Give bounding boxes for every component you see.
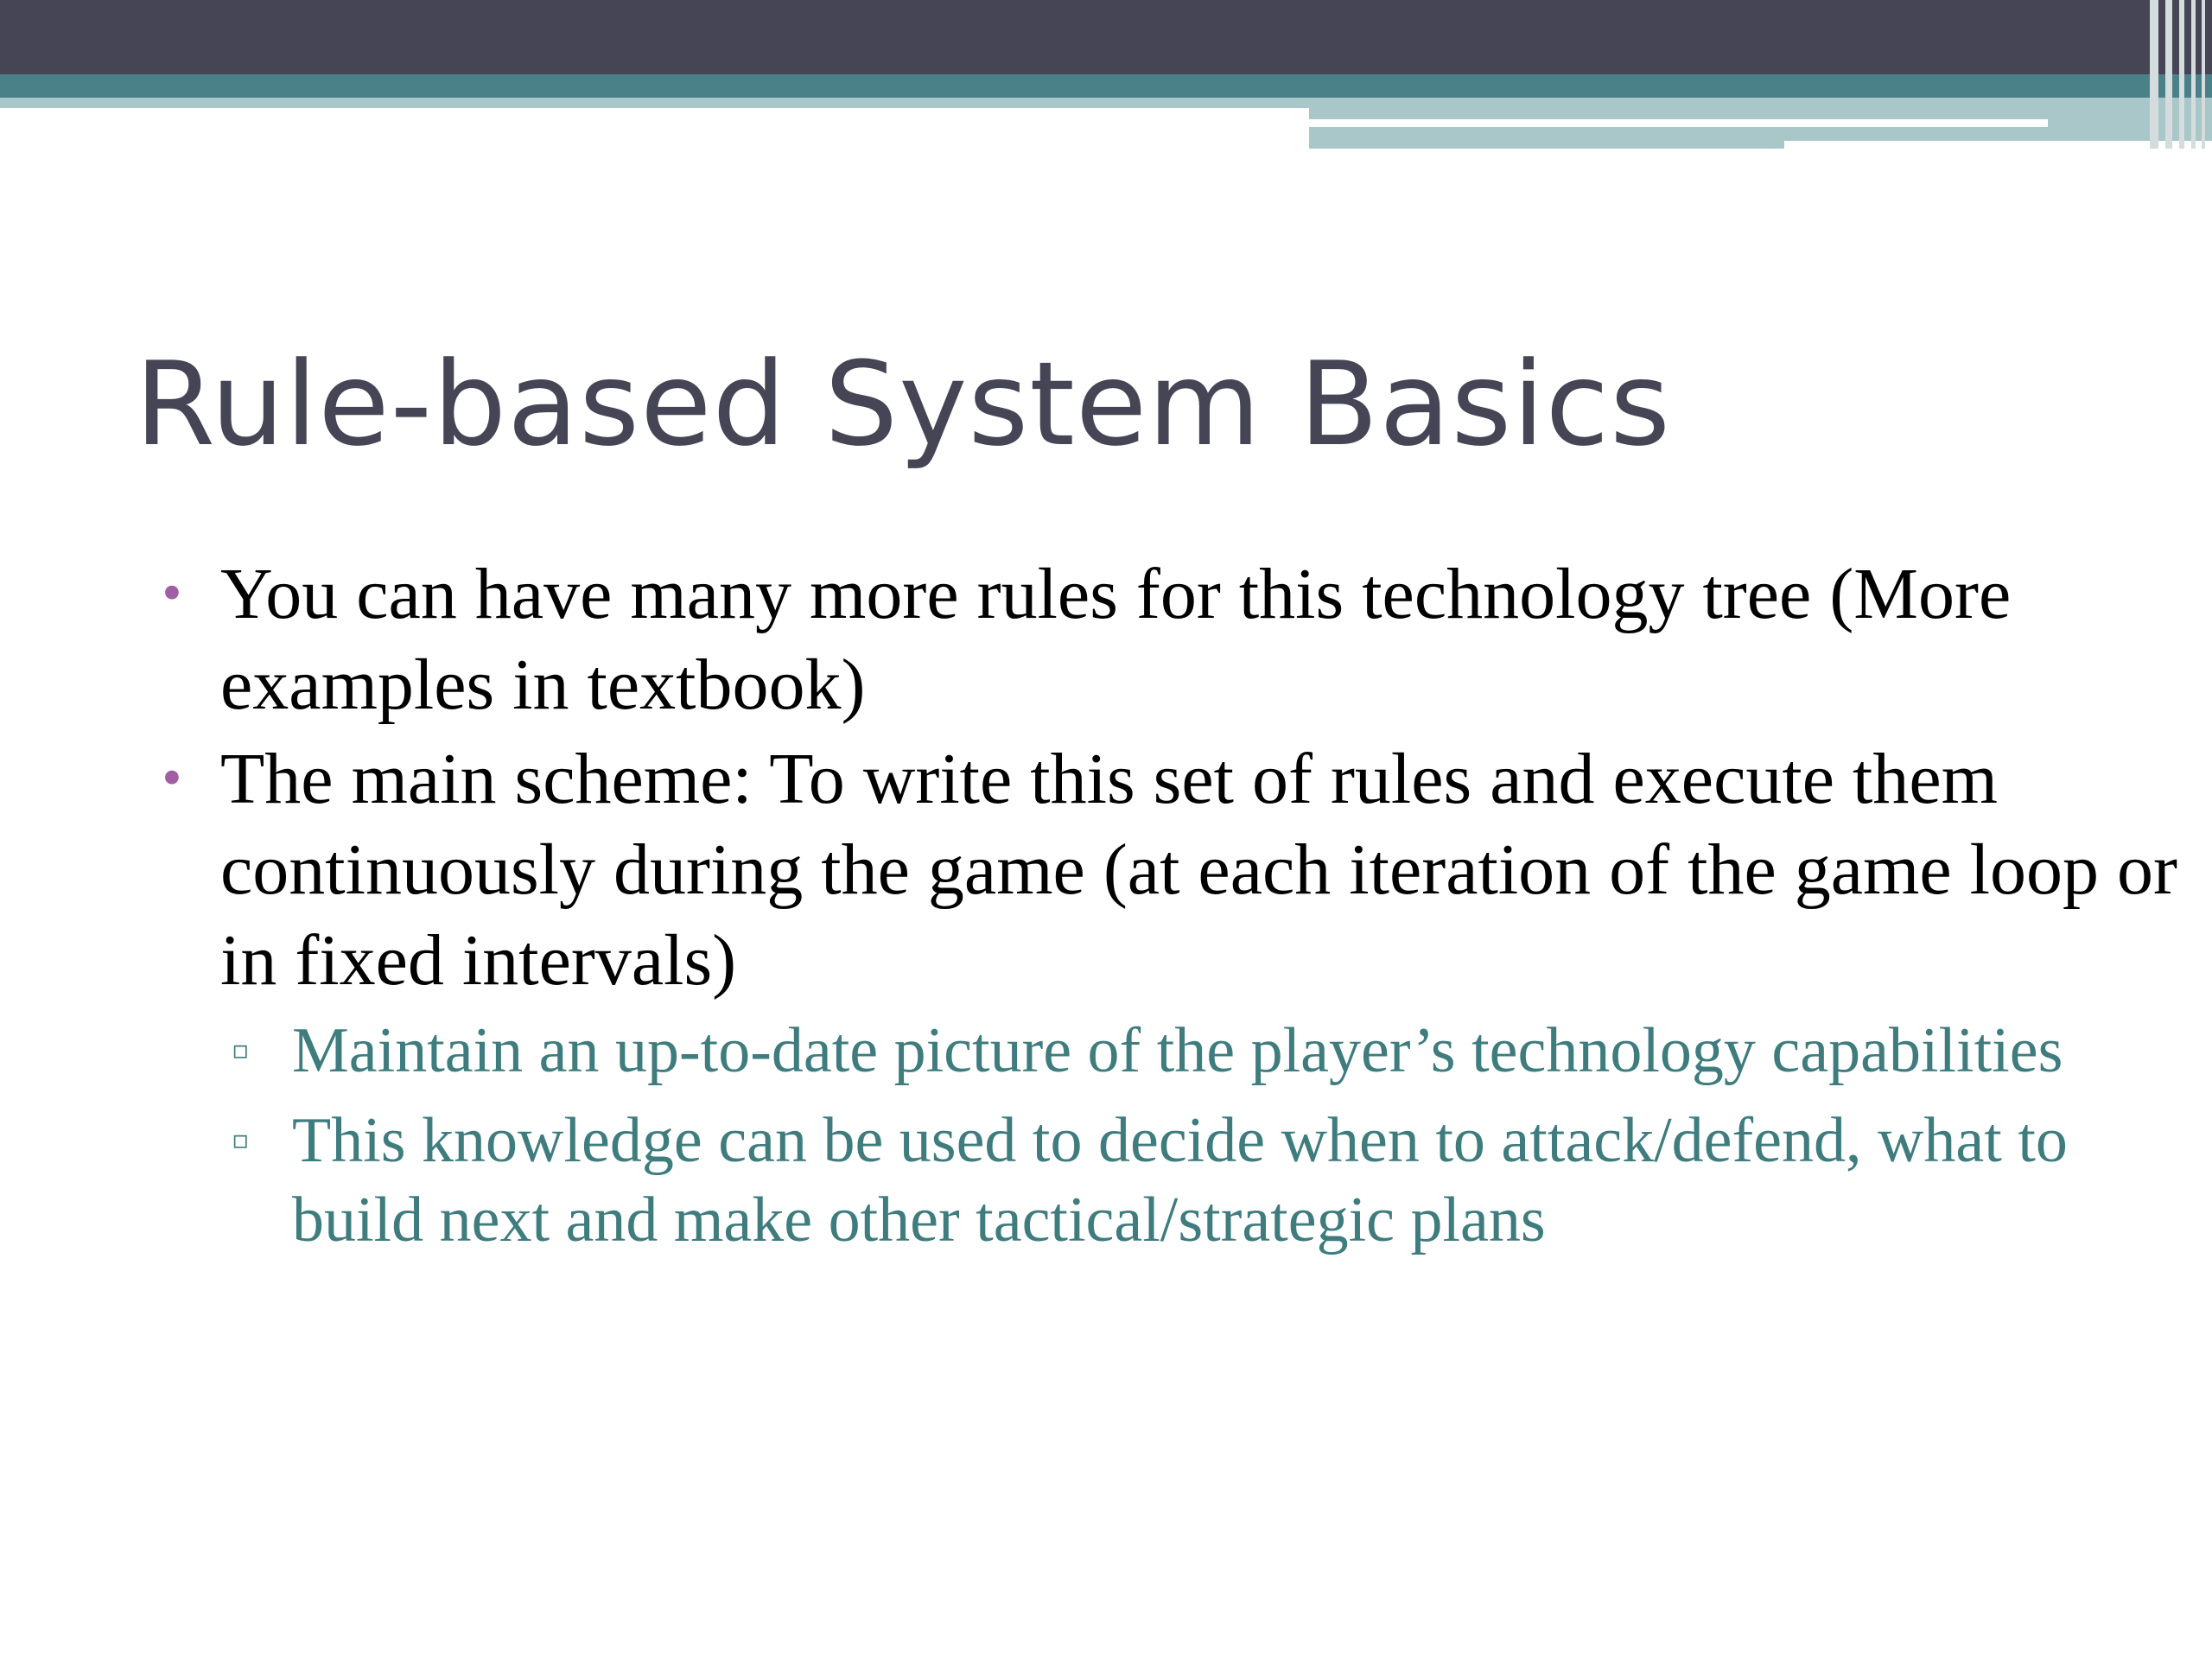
sub-bullet-item [232,1101,2184,1260]
bullet-item [158,549,2182,730]
header-accent-line [1309,119,2048,127]
bullet-item [158,734,2182,1006]
sub-bullet-item [232,1011,2184,1090]
bullet-marker: • [158,752,186,806]
sub-bullet-text: Maintain an up-to-date picture of the player’s technology capabilities [292,1015,2063,1086]
header-dark-bar [0,0,2212,74]
bullet-text: You can have many more rules for this technology tree (More examples in textbook) [220,554,2012,725]
slide-body [0,549,2212,1260]
bullet-text: The main scheme: To write this set of rules and execute them continuously during the game (at each iteration of the game loop or in fixed intervals) [220,739,2177,1001]
header-light-bar [0,98,1309,108]
bullet-marker: • [158,567,186,621]
sub-bullet-marker: ▫ [232,1035,250,1065]
header-edge-stripes [2143,0,2212,149]
sub-bullet-text: This knowledge can be used to decide when to attack/defend, what to build next and make other tactical/strategic plans [292,1105,2068,1255]
header-teal-bar [0,74,2212,98]
sub-bullet-marker: ▫ [232,1125,250,1155]
slide-title: Rule-based System Basics [135,337,1671,472]
